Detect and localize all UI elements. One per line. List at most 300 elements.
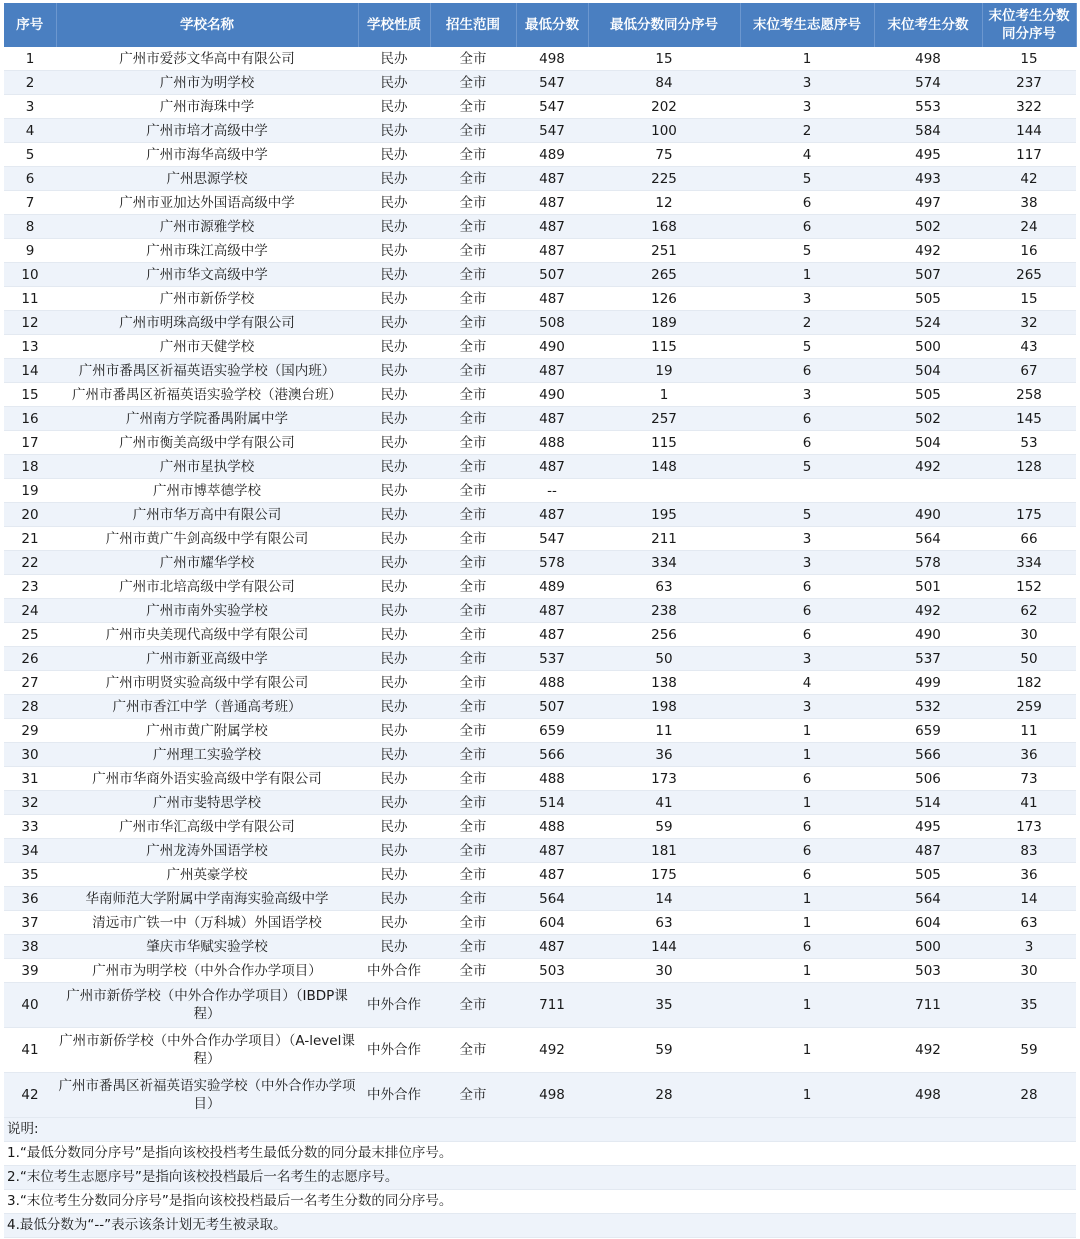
table-row: [4, 599, 1076, 623]
cell-col-index: 11: [4, 287, 56, 311]
cell-col-last-score-rank: 173: [982, 815, 1076, 839]
cell-col-last-score: 492: [874, 599, 982, 623]
cell-col-min-score: 487: [516, 599, 588, 623]
table-row: [4, 647, 1076, 671]
cell-col-enrollment-scope: 全市: [430, 551, 516, 575]
cell-col-last-score: 497: [874, 191, 982, 215]
cell-col-last-score: 553: [874, 95, 982, 119]
cell-col-school-name: 广州龙涛外国语学校: [56, 839, 358, 863]
cell-col-last-score-rank: 259: [982, 695, 1076, 719]
cell-col-index: 2: [4, 71, 56, 95]
cell-col-school-type: 民办: [358, 191, 430, 215]
cell-col-last-score-rank: 237: [982, 71, 1076, 95]
table-row: [4, 527, 1076, 551]
cell-col-min-score-rank: 15: [588, 47, 740, 71]
cell-col-last-score-rank: 144: [982, 119, 1076, 143]
cell-col-last-score-rank: 43: [982, 335, 1076, 359]
cell-col-enrollment-scope: 全市: [430, 143, 516, 167]
cell-col-min-score-rank: 50: [588, 647, 740, 671]
cell-col-last-choice-order: 5: [740, 335, 874, 359]
cell-col-last-choice-order: 1: [740, 887, 874, 911]
cell-col-school-name: 广州市珠江高级中学: [56, 239, 358, 263]
cell-col-last-choice-order: 6: [740, 623, 874, 647]
table-row: [4, 959, 1076, 983]
cell-col-school-name: 广州市新亚高级中学: [56, 647, 358, 671]
table-row: [4, 359, 1076, 383]
cell-col-last-score-rank: 28: [982, 1073, 1076, 1118]
cell-col-last-choice-order: 2: [740, 311, 874, 335]
cell-col-school-type: 民办: [358, 743, 430, 767]
cell-col-min-score: --: [516, 479, 588, 503]
cell-col-school-type: 民办: [358, 407, 430, 431]
cell-col-school-name: 广州市新侨学校（中外合作办学项目）（A-level课程）: [56, 1028, 358, 1073]
cell-col-last-choice-order: 5: [740, 503, 874, 527]
cell-col-last-score: 502: [874, 407, 982, 431]
cell-col-enrollment-scope: 全市: [430, 119, 516, 143]
cell-col-school-name: 广州市海华高级中学: [56, 143, 358, 167]
cell-col-last-score-rank: 128: [982, 455, 1076, 479]
cell-col-last-score: 507: [874, 263, 982, 287]
cell-col-school-type: 民办: [358, 719, 430, 743]
cell-col-last-score: 505: [874, 383, 982, 407]
cell-col-min-score-rank: 148: [588, 455, 740, 479]
cell-col-school-type: 民办: [358, 287, 430, 311]
cell-col-enrollment-scope: 全市: [430, 383, 516, 407]
table-row: [4, 1028, 1076, 1073]
note-item: 2.“末位考生志愿序号”是指向该校投档最后一名考生的志愿序号。: [4, 1166, 1076, 1190]
table-row: [4, 935, 1076, 959]
cell-col-last-choice-order: 1: [740, 47, 874, 71]
cell-col-min-score-rank: 30: [588, 959, 740, 983]
cell-col-last-score: 505: [874, 287, 982, 311]
table-row: [4, 503, 1076, 527]
cell-col-min-score-rank: 238: [588, 599, 740, 623]
header-col-last-choice-order: 末位考生志愿序号: [740, 3, 874, 47]
cell-col-school-type: 民办: [358, 479, 430, 503]
cell-col-enrollment-scope: 全市: [430, 863, 516, 887]
notes-section: [4, 1118, 1076, 1238]
cell-col-index: 23: [4, 575, 56, 599]
cell-col-last-choice-order: 1: [740, 1073, 874, 1118]
cell-col-school-name: 广州市耀华学校: [56, 551, 358, 575]
cell-col-school-type: 民办: [358, 863, 430, 887]
cell-col-min-score-rank: 12: [588, 191, 740, 215]
cell-col-min-score: 507: [516, 695, 588, 719]
cell-col-last-score: 659: [874, 719, 982, 743]
table-row: [4, 623, 1076, 647]
cell-col-last-score-rank: 182: [982, 671, 1076, 695]
cell-col-min-score-rank: 35: [588, 983, 740, 1028]
cell-col-index: 41: [4, 1028, 56, 1073]
cell-col-index: 4: [4, 119, 56, 143]
cell-col-index: 39: [4, 959, 56, 983]
cell-col-index: 27: [4, 671, 56, 695]
cell-col-school-type: 民办: [358, 671, 430, 695]
cell-col-last-score: 490: [874, 503, 982, 527]
header-col-enrollment-scope: 招生范围: [430, 3, 516, 47]
cell-col-index: 5: [4, 143, 56, 167]
cell-col-last-score: 490: [874, 623, 982, 647]
table-row: [4, 335, 1076, 359]
table-row: [4, 911, 1076, 935]
cell-col-min-score: 487: [516, 239, 588, 263]
cell-col-min-score-rank: 36: [588, 743, 740, 767]
cell-col-enrollment-scope: 全市: [430, 671, 516, 695]
cell-col-school-name: 广州市明贤实验高级中学有限公司: [56, 671, 358, 695]
cell-col-min-score: 547: [516, 119, 588, 143]
cell-col-school-type: 民办: [358, 143, 430, 167]
cell-col-index: 9: [4, 239, 56, 263]
cell-col-enrollment-scope: 全市: [430, 263, 516, 287]
cell-col-index: 30: [4, 743, 56, 767]
cell-col-last-score: 495: [874, 143, 982, 167]
cell-col-last-score-rank: 73: [982, 767, 1076, 791]
cell-col-school-type: 民办: [358, 575, 430, 599]
cell-col-enrollment-scope: 全市: [430, 983, 516, 1028]
cell-col-min-score-rank: 175: [588, 863, 740, 887]
cell-col-min-score-rank: 334: [588, 551, 740, 575]
cell-col-index: 22: [4, 551, 56, 575]
header-col-index: 序号: [4, 3, 56, 47]
cell-col-enrollment-scope: 全市: [430, 743, 516, 767]
cell-col-school-type: 中外合作: [358, 1073, 430, 1118]
table-row: [4, 239, 1076, 263]
cell-col-min-score-rank: 144: [588, 935, 740, 959]
cell-col-index: 31: [4, 767, 56, 791]
cell-col-last-score-rank: 62: [982, 599, 1076, 623]
note-item: 1.“最低分数同分序号”是指向该校投档考生最低分数的同分最末排位序号。: [4, 1142, 1076, 1166]
cell-col-school-name: 广州理工实验学校: [56, 743, 358, 767]
cell-col-last-score-rank: 41: [982, 791, 1076, 815]
cell-col-min-score-rank: 173: [588, 767, 740, 791]
cell-col-school-name: 广州市黄广附属学校: [56, 719, 358, 743]
cell-col-school-type: 民办: [358, 503, 430, 527]
header-col-min-score-rank: 最低分数同分序号: [588, 3, 740, 47]
cell-col-last-choice-order: 1: [740, 743, 874, 767]
cell-col-last-score-rank: 53: [982, 431, 1076, 455]
admission-table-container: [4, 3, 1076, 1238]
cell-col-school-name: 清远市广铁一中（万科城）外国语学校: [56, 911, 358, 935]
cell-col-last-score-rank: 30: [982, 959, 1076, 983]
cell-col-school-type: 民办: [358, 95, 430, 119]
cell-col-last-choice-order: 3: [740, 383, 874, 407]
table-row: [4, 887, 1076, 911]
cell-col-enrollment-scope: 全市: [430, 215, 516, 239]
cell-col-index: 42: [4, 1073, 56, 1118]
cell-col-enrollment-scope: 全市: [430, 359, 516, 383]
cell-col-min-score: 489: [516, 143, 588, 167]
note-item: 4.最低分数为“--”表示该条计划无考生被录取。: [4, 1214, 1076, 1238]
cell-col-last-score-rank: 117: [982, 143, 1076, 167]
cell-col-school-name: 广州市海珠中学: [56, 95, 358, 119]
cell-col-min-score-rank: 1: [588, 383, 740, 407]
cell-col-index: 1: [4, 47, 56, 71]
cell-col-index: 18: [4, 455, 56, 479]
cell-col-enrollment-scope: 全市: [430, 719, 516, 743]
table-row: [4, 215, 1076, 239]
cell-col-index: 26: [4, 647, 56, 671]
cell-col-min-score: 487: [516, 503, 588, 527]
cell-col-school-type: 民办: [358, 359, 430, 383]
cell-col-index: 34: [4, 839, 56, 863]
cell-col-min-score: 487: [516, 863, 588, 887]
cell-col-last-score-rank: 32: [982, 311, 1076, 335]
cell-col-index: 32: [4, 791, 56, 815]
cell-col-last-choice-order: 6: [740, 191, 874, 215]
cell-col-last-score-rank: 152: [982, 575, 1076, 599]
cell-col-min-score-rank: 75: [588, 143, 740, 167]
table-row: [4, 263, 1076, 287]
cell-col-last-score: 566: [874, 743, 982, 767]
cell-col-min-score-rank: 126: [588, 287, 740, 311]
table-row: [4, 47, 1076, 71]
cell-col-school-name: 广州市新侨学校: [56, 287, 358, 311]
cell-col-min-score: 503: [516, 959, 588, 983]
cell-col-last-score: 502: [874, 215, 982, 239]
cell-col-school-type: 民办: [358, 887, 430, 911]
cell-col-index: 21: [4, 527, 56, 551]
cell-col-min-score-rank: 14: [588, 887, 740, 911]
notes-title: 说明:: [4, 1118, 1076, 1142]
cell-col-last-choice-order: 1: [740, 983, 874, 1028]
cell-col-last-score-rank: 38: [982, 191, 1076, 215]
cell-col-min-score: 487: [516, 287, 588, 311]
cell-col-enrollment-scope: 全市: [430, 695, 516, 719]
table-row: [4, 983, 1076, 1028]
cell-col-min-score-rank: 181: [588, 839, 740, 863]
cell-col-min-score: 547: [516, 71, 588, 95]
cell-col-enrollment-scope: 全市: [430, 767, 516, 791]
cell-col-index: 37: [4, 911, 56, 935]
cell-col-school-name: 广州市番禺区祈福英语实验学校（中外合作办学项目）: [56, 1073, 358, 1118]
cell-col-min-score-rank: 168: [588, 215, 740, 239]
cell-col-school-name: 广州市培才高级中学: [56, 119, 358, 143]
cell-col-index: 13: [4, 335, 56, 359]
cell-col-min-score-rank: 115: [588, 431, 740, 455]
table-body: [4, 47, 1076, 1118]
cell-col-enrollment-scope: 全市: [430, 575, 516, 599]
cell-col-last-score: 493: [874, 167, 982, 191]
cell-col-index: 24: [4, 599, 56, 623]
cell-col-enrollment-scope: 全市: [430, 839, 516, 863]
cell-col-last-score: 537: [874, 647, 982, 671]
cell-col-index: 14: [4, 359, 56, 383]
table-row: [4, 767, 1076, 791]
cell-col-last-choice-order: 5: [740, 167, 874, 191]
table-row: [4, 167, 1076, 191]
cell-col-last-score: 500: [874, 335, 982, 359]
cell-col-index: 20: [4, 503, 56, 527]
cell-col-school-name: 广州市番禺区祈福英语实验学校（国内班）: [56, 359, 358, 383]
cell-col-min-score: 487: [516, 839, 588, 863]
table-row: [4, 455, 1076, 479]
cell-col-min-score-rank: 11: [588, 719, 740, 743]
cell-col-min-score: 487: [516, 215, 588, 239]
cell-col-enrollment-scope: 全市: [430, 335, 516, 359]
cell-col-last-score-rank: 11: [982, 719, 1076, 743]
cell-col-last-score-rank: 175: [982, 503, 1076, 527]
cell-col-last-score-rank: 35: [982, 983, 1076, 1028]
cell-col-enrollment-scope: 全市: [430, 95, 516, 119]
cell-col-last-choice-order: 6: [740, 359, 874, 383]
cell-col-last-score: 499: [874, 671, 982, 695]
table-row: [4, 791, 1076, 815]
cell-col-min-score-rank: 84: [588, 71, 740, 95]
cell-col-enrollment-scope: 全市: [430, 431, 516, 455]
cell-col-school-name: 广州南方学院番禺附属中学: [56, 407, 358, 431]
cell-col-min-score-rank: 59: [588, 1028, 740, 1073]
cell-col-enrollment-scope: 全市: [430, 455, 516, 479]
cell-col-last-score: 532: [874, 695, 982, 719]
cell-col-min-score: 487: [516, 191, 588, 215]
cell-col-last-choice-order: 3: [740, 287, 874, 311]
cell-col-school-type: 民办: [358, 911, 430, 935]
cell-col-school-name: 广州市爱莎文华高中有限公司: [56, 47, 358, 71]
header-col-min-score: 最低分数: [516, 3, 588, 47]
cell-col-min-score: 490: [516, 383, 588, 407]
cell-col-enrollment-scope: 全市: [430, 599, 516, 623]
cell-col-min-score: 489: [516, 575, 588, 599]
table-row: [4, 119, 1076, 143]
cell-col-min-score-rank: 138: [588, 671, 740, 695]
cell-col-last-score: 584: [874, 119, 982, 143]
cell-col-school-name: 广州市博萃德学校: [56, 479, 358, 503]
cell-col-last-score-rank: 83: [982, 839, 1076, 863]
cell-col-school-type: 民办: [358, 431, 430, 455]
table-row: [4, 479, 1076, 503]
cell-col-last-score: 578: [874, 551, 982, 575]
cell-col-last-score-rank: [982, 479, 1076, 503]
cell-col-school-name: 广州市源雅学校: [56, 215, 358, 239]
cell-col-index: 17: [4, 431, 56, 455]
cell-col-last-choice-order: 6: [740, 863, 874, 887]
cell-col-last-score-rank: 15: [982, 287, 1076, 311]
cell-col-school-type: 民办: [358, 623, 430, 647]
cell-col-min-score: 498: [516, 1073, 588, 1118]
cell-col-min-score: 487: [516, 455, 588, 479]
cell-col-last-score: 514: [874, 791, 982, 815]
cell-col-enrollment-scope: 全市: [430, 1073, 516, 1118]
cell-col-min-score: 604: [516, 911, 588, 935]
cell-col-last-choice-order: 1: [740, 1028, 874, 1073]
cell-col-school-type: 民办: [358, 935, 430, 959]
cell-col-min-score: 487: [516, 359, 588, 383]
cell-col-index: 12: [4, 311, 56, 335]
cell-col-last-score: 711: [874, 983, 982, 1028]
cell-col-min-score: 507: [516, 263, 588, 287]
cell-col-school-type: 民办: [358, 335, 430, 359]
table-row: [4, 551, 1076, 575]
cell-col-school-name: 广州市星执学校: [56, 455, 358, 479]
cell-col-school-name: 广州市新侨学校（中外合作办学项目）（IBDP课程）: [56, 983, 358, 1028]
cell-col-min-score-rank: 256: [588, 623, 740, 647]
cell-col-last-score-rank: 30: [982, 623, 1076, 647]
cell-col-min-score: 488: [516, 431, 588, 455]
cell-col-last-score: 504: [874, 431, 982, 455]
table-row: [4, 719, 1076, 743]
cell-col-min-score: 659: [516, 719, 588, 743]
cell-col-school-name: 广州市华商外语实验高级中学有限公司: [56, 767, 358, 791]
cell-col-school-type: 民办: [358, 551, 430, 575]
cell-col-school-name: 广州市华万高中有限公司: [56, 503, 358, 527]
cell-col-last-choice-order: 4: [740, 671, 874, 695]
cell-col-min-score: 564: [516, 887, 588, 911]
cell-col-last-score-rank: 59: [982, 1028, 1076, 1073]
cell-col-school-type: 民办: [358, 119, 430, 143]
cell-col-index: 29: [4, 719, 56, 743]
cell-col-school-name: 广州市番禺区祈福英语实验学校（港澳台班）: [56, 383, 358, 407]
cell-col-school-type: 民办: [358, 47, 430, 71]
cell-col-min-score-rank: 225: [588, 167, 740, 191]
cell-col-enrollment-scope: 全市: [430, 791, 516, 815]
cell-col-last-score: 495: [874, 815, 982, 839]
cell-col-enrollment-scope: 全市: [430, 47, 516, 71]
cell-col-last-choice-order: 1: [740, 911, 874, 935]
cell-col-school-name: 广州市华汇高级中学有限公司: [56, 815, 358, 839]
cell-col-min-score-rank: 198: [588, 695, 740, 719]
cell-col-school-type: 中外合作: [358, 1028, 430, 1073]
table-row: [4, 743, 1076, 767]
cell-col-min-score-rank: 195: [588, 503, 740, 527]
cell-col-enrollment-scope: 全市: [430, 503, 516, 527]
cell-col-school-name: 广州思源学校: [56, 167, 358, 191]
cell-col-school-name: 广州市黄广牛剑高级中学有限公司: [56, 527, 358, 551]
cell-col-min-score: 578: [516, 551, 588, 575]
table-row: [4, 407, 1076, 431]
cell-col-last-choice-order: 4: [740, 143, 874, 167]
cell-col-school-name: 肇庆市华赋实验学校: [56, 935, 358, 959]
cell-col-min-score: 490: [516, 335, 588, 359]
cell-col-last-score: 492: [874, 455, 982, 479]
cell-col-last-score: 492: [874, 239, 982, 263]
cell-col-school-type: 民办: [358, 455, 430, 479]
cell-col-last-choice-order: 3: [740, 551, 874, 575]
cell-col-last-score-rank: 265: [982, 263, 1076, 287]
cell-col-last-choice-order: 6: [740, 839, 874, 863]
table-header-row: [4, 3, 1076, 47]
header-col-school-name: 学校名称: [56, 3, 358, 47]
cell-col-school-type: 民办: [358, 791, 430, 815]
cell-col-school-name: 广州市衡美高级中学有限公司: [56, 431, 358, 455]
cell-col-last-choice-order: 3: [740, 71, 874, 95]
cell-col-school-type: 民办: [358, 647, 430, 671]
cell-col-min-score: 488: [516, 767, 588, 791]
cell-col-last-score: 505: [874, 863, 982, 887]
cell-col-enrollment-scope: 全市: [430, 935, 516, 959]
cell-col-school-type: 民办: [358, 815, 430, 839]
cell-col-min-score: 498: [516, 47, 588, 71]
cell-col-enrollment-scope: 全市: [430, 239, 516, 263]
cell-col-min-score-rank: 63: [588, 911, 740, 935]
cell-col-last-choice-order: [740, 479, 874, 503]
cell-col-last-score-rank: 258: [982, 383, 1076, 407]
cell-col-school-type: 民办: [358, 167, 430, 191]
cell-col-min-score-rank: 59: [588, 815, 740, 839]
cell-col-last-score: 487: [874, 839, 982, 863]
cell-col-min-score: 508: [516, 311, 588, 335]
cell-col-index: 15: [4, 383, 56, 407]
cell-col-min-score: 547: [516, 95, 588, 119]
cell-col-last-choice-order: 1: [740, 959, 874, 983]
cell-col-enrollment-scope: 全市: [430, 647, 516, 671]
header-col-last-score-rank: 末位考生分数同分序号: [982, 3, 1076, 47]
cell-col-enrollment-scope: 全市: [430, 623, 516, 647]
cell-col-index: 3: [4, 95, 56, 119]
header-col-last-score: 末位考生分数: [874, 3, 982, 47]
cell-col-last-score: 501: [874, 575, 982, 599]
cell-col-school-name: 广州市天健学校: [56, 335, 358, 359]
cell-col-school-type: 中外合作: [358, 959, 430, 983]
